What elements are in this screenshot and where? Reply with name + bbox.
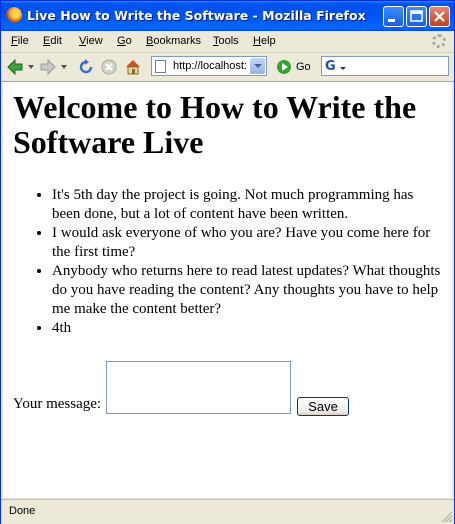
home-icon[interactable] — [124, 58, 142, 76]
list-item: • I would ask everyone of who you are? Have you come here for the first time? — [52, 224, 442, 262]
menu-go[interactable]: Go — [117, 35, 132, 47]
forward-arrow-icon[interactable] — [39, 58, 57, 76]
close-icon — [430, 7, 449, 26]
back-arrow-icon[interactable] — [6, 58, 24, 76]
save-button[interactable]: Save — [297, 397, 349, 416]
list-item: • It's 5th day the project is going. Not much programming has been done, but a lot of content have been written. — [52, 186, 442, 224]
go-icon[interactable] — [277, 60, 291, 74]
go-button-label[interactable]: Go — [296, 61, 311, 73]
google-icon[interactable]: G — [325, 59, 336, 74]
back-dropdown-icon[interactable] — [28, 65, 34, 69]
url-bar[interactable] — [151, 56, 267, 76]
maximize-button[interactable] — [406, 6, 427, 27]
search-input[interactable] — [321, 56, 449, 76]
list-item: • 4th — [52, 319, 442, 338]
window-title: Live How to Write the Software - Mozilla Firefox — [27, 8, 366, 23]
message-label: Your message: — [13, 396, 102, 412]
resize-grip-icon[interactable] — [440, 510, 452, 522]
status-text: Done — [9, 505, 36, 517]
close-button[interactable] — [429, 6, 450, 27]
list-item: • Anybody who returns here to read latest updates? What thoughts do you have reading the content? Any thoughts you have to help me make the content better? — [52, 262, 442, 319]
search-engine-dropdown-icon[interactable] — [340, 67, 346, 70]
minimize-icon — [384, 7, 403, 26]
url-dropdown-button[interactable] — [250, 58, 265, 74]
url-text[interactable]: http://localhost: — [173, 60, 247, 72]
menu-bookmarks[interactable]: Bookmarks — [146, 35, 202, 47]
navigation-toolbar — [1, 53, 454, 82]
menu-view[interactable]: View — [79, 35, 103, 47]
minimize-button[interactable] — [383, 6, 404, 27]
page-heading: Welcome to How to Write the Software Live — [13, 89, 417, 160]
menu-edit[interactable]: Edit — [43, 35, 62, 47]
page-content — [3, 82, 452, 498]
page-icon — [155, 60, 166, 73]
menu-help[interactable]: Help — [253, 35, 276, 47]
reload-icon[interactable] — [77, 58, 95, 76]
menu-bar — [1, 31, 454, 53]
update-list — [13, 186, 442, 338]
message-textarea[interactable] — [106, 361, 291, 414]
title-bar[interactable] — [1, 1, 454, 31]
stop-icon[interactable] — [100, 58, 118, 76]
status-bar — [1, 499, 454, 524]
forward-dropdown-icon[interactable] — [61, 65, 67, 69]
menu-tools[interactable]: Tools — [213, 35, 239, 47]
firefox-logo-icon — [6, 7, 22, 23]
menu-file[interactable]: File — [11, 35, 29, 47]
maximize-icon — [407, 7, 426, 26]
activity-throbber-icon — [432, 34, 446, 48]
